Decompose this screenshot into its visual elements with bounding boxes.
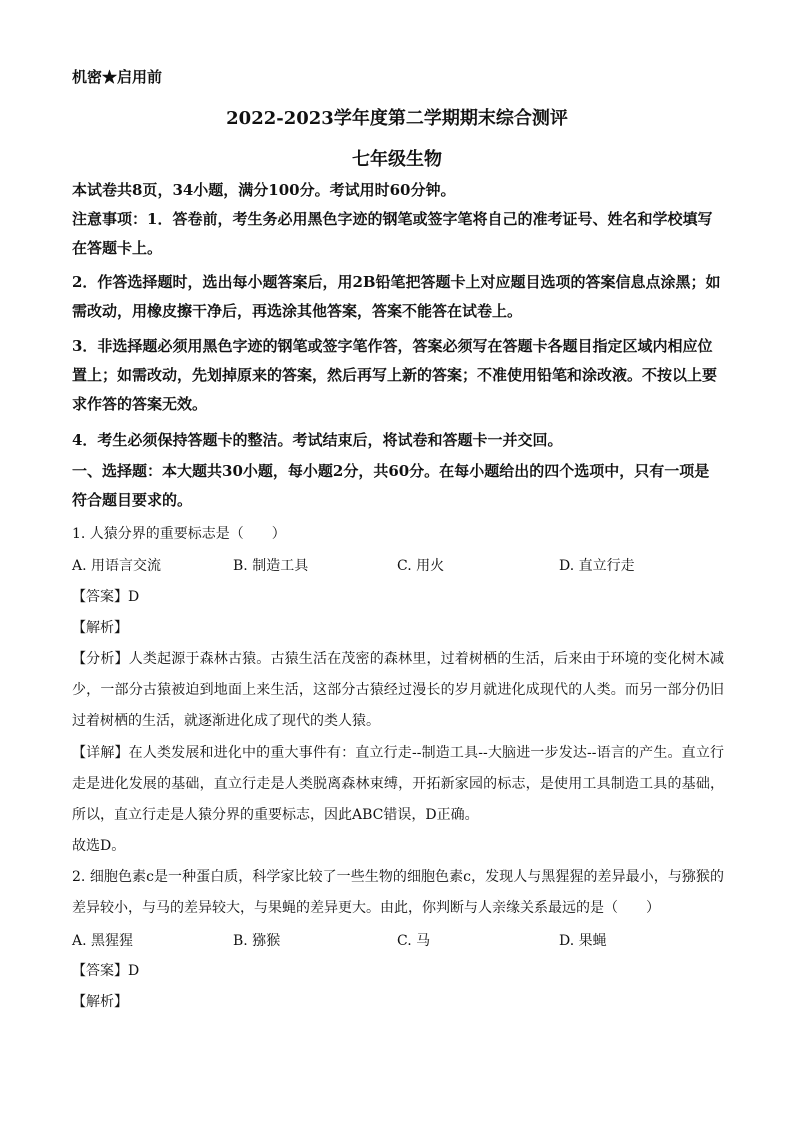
question-1-answer: 【答案】D <box>72 589 140 605</box>
option-d: D. 果蝇 <box>559 933 607 949</box>
instruction-note-4: 4．考生必须保持答题卡的整洁。考试结束后，将试卷和答题卡一并交回。 <box>72 431 563 449</box>
question-1-stem: 1. 人猿分界的重要标志是（ ） <box>72 526 286 542</box>
option-c: C. 马 <box>397 933 431 949</box>
question-2-answer: 【答案】D <box>72 963 140 979</box>
option-b: B. 制造工具 <box>233 558 309 574</box>
exam-summary: 本试卷共8页，34小题，满分100分。考试用时60分钟。 <box>72 181 456 199</box>
instruction-note-3: 3．非选择题必须用黑色字迹的钢笔或签字笔作答，答案必须写在答题卡各题目指定区域内相应位置上；如需改动，先划掉原来的答案，然后再写上新的答案；不准使用铅笔和涂改液。不按以上要求作答的答案无效。 <box>72 337 718 413</box>
option-a: A. 用语言交流 <box>72 558 162 574</box>
question-2-analysis-label: 【解析】 <box>72 994 128 1010</box>
instruction-note-2: 2．作答选择题时，选出每小题答案后，用2B铅笔把答题卡上对应题目选项的答案信息点涂黑；如需改动，用橡皮擦干净后，再选涂其他答案，答案不能答在试卷上。 <box>72 273 721 320</box>
question-1-conclusion: 故选D。 <box>72 838 126 854</box>
option-a: A. 黑猩猩 <box>72 933 134 949</box>
subject-title: 七年级生物 <box>352 149 442 170</box>
option-d: D. 直立行走 <box>559 558 635 574</box>
option-c: C. 用火 <box>397 558 445 574</box>
question-1-xiangjie: 【详解】在人类发展和进化中的重大事件有：直立行走--制造工具--大脑进一步发达--语言的产生。直立行走是进化发展的基础，直立行走是人类脱离森林束缚，开拓新家园的标志，是使用工具制造工具的基础，所以，直立行走是人猿分界的重要标志，因此ABC错误，D正确。 <box>72 745 724 823</box>
question-2-options <box>72 930 724 950</box>
section-one-heading: 一、选择题：本大题共30小题，每小题2分，共60分。在每小题给出的四个选项中，只有一项是符合题目要求的。 <box>72 462 710 509</box>
instruction-note-1: 注意事项：1．答卷前，考生务必用黑色字迹的钢笔或签字笔将自己的准考证号、姓名和学校填写在答题卡上。 <box>72 210 713 257</box>
question-1-analysis-label: 【解析】 <box>72 620 128 636</box>
question-1-options <box>72 555 724 575</box>
question-1-fenxi: 【分析】人类起源于森林古猿。古猿生活在茂密的森林里，过着树栖的生活，后来由于环境的变化树木减少，一部分古猿被迫到地面上来生活，这部分古猿经过漫长的岁月就进化成现代的人类。而另一部分仍旧过着树栖的生活，就逐渐进化成了现代的类人猿。 <box>72 651 724 729</box>
option-b: B. 猕猴 <box>233 933 281 949</box>
question-2-stem: 2. 细胞色素c是一种蛋白质，科学家比较了一些生物的细胞色素c，发现人与黑猩猩的差异最小，与猕猴的差异较小，与马的差异较大，与果蝇的差异更大。由此，你判断与人亲缘关系最远的是（ ） <box>72 869 724 916</box>
confidential-mark: 机密★启用前 <box>72 68 163 86</box>
exam-title: 2022-2023学年度第二学期期末综合测评 <box>226 108 568 129</box>
